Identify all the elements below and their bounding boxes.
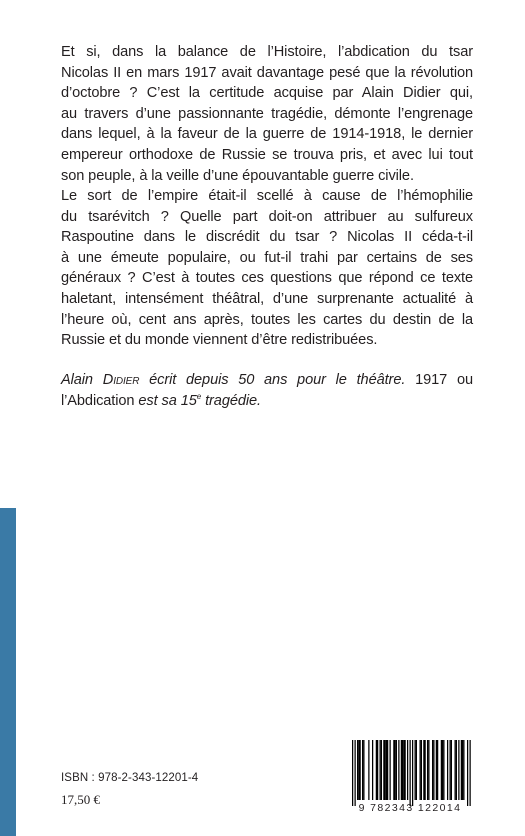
barcode-bar [421,740,422,800]
barcode-bar [451,740,452,800]
barcode-digits: 9 782343 122014 [358,802,462,814]
barcode-bar [401,740,402,800]
isbn-label: ISBN : 978-2-343-12201-4 [61,772,199,784]
barcode-bar [395,740,396,800]
author-note-line-1 [61,370,473,391]
author-note-text: est sa [138,392,177,409]
barcode-bar [437,740,438,800]
blurb-line: Raspoutine dans le discrédit du tsar ? Nicolas II céda-t-il [61,229,473,246]
barcode-bars [346,738,474,806]
barcode-bar [467,740,468,806]
cover-side-bar [0,508,16,836]
barcode-bar [433,740,434,800]
barcode-bar [405,740,406,800]
barcode [346,738,474,822]
barcode-bar [355,740,356,806]
barcode-bar [470,740,471,806]
blurb-line: à une émeute populaire, ou fut-il trahi par certains de ses [61,249,473,266]
barcode-bar [403,740,404,800]
barcode-bar [372,740,373,800]
author-note-line-2 [61,391,473,412]
barcode-bar [390,740,391,800]
blurb-line: du tsarévitch ? Quelle part doit-on attribuer au sulfureux [61,208,473,225]
barcode-bar [441,740,442,800]
barcode-bar [442,740,443,800]
barcode-bar [455,740,456,800]
barcode-bar [383,740,384,800]
blurb-line: d’octobre ? C’est la certitude acquise par Alain Didier qui, [61,85,473,102]
blurb-line: Russie et du monde viennent d’être redistribuées. [61,332,378,349]
barcode-bar [357,740,358,800]
barcode-bar [352,740,353,806]
blurb-line: dans lequel, à la faveur de la guerre de 1914-1918, le dernier [61,126,473,143]
blurb-line: empereur orthodoxe de Russie se trouva pris, et avec lui tout [61,146,473,163]
blurb-line: haletant, intensément théâtral, d’une surprenante actualité à [61,290,473,307]
blurb-paragraph-2 [61,186,473,351]
barcode-bar [368,740,369,800]
barcode-bar [456,740,457,800]
barcode-bar [386,740,387,800]
blurb-line: Nicolas II en mars 1917 avait davantage pesé que la révolution [61,64,473,81]
barcode-bar [412,740,413,806]
barcode-bar [463,740,464,800]
blurb-line: généraux ? C’est à toutes ces questions que répond ce texte [61,270,473,287]
blurb-line: l’heure où, cent ans après, toutes les cartes du destin de la [61,311,473,328]
barcode-bar [447,740,448,800]
book-title-part: l’Abdication [61,392,135,409]
author-first-name: Alain [61,372,93,388]
barcode-bar [415,740,416,800]
barcode-bar [410,740,411,806]
barcode-bar [428,740,429,800]
author-note-text: écrit depuis 50 ans pour le théâtre. [149,372,406,388]
barcode-bar [432,740,433,800]
barcode-bar [396,740,397,800]
barcode-bar [423,740,424,800]
price-label: 17,50 € [61,792,100,807]
barcode-bar [398,740,399,800]
author-note-text: tragédie. [205,392,261,409]
tragedy-number: 15 [180,392,197,409]
barcode-bar [380,740,381,800]
barcode-bar [358,740,359,800]
blurb-line: son peuple, à la veille d’une épouvantable guerre civile. [61,167,414,184]
barcode-bar [360,740,361,800]
book-title-part: 1917 ou [415,372,473,388]
barcode-bar [436,740,437,800]
barcode-bar [381,740,382,800]
ordinal-suffix: e [196,391,202,401]
barcode-bar [402,740,403,800]
barcode-bar [362,740,363,800]
author-last-name: Didier [102,372,140,388]
barcode-bar [387,740,388,800]
blurb-line: au travers d’une passionnante tragédie, démonte l’engrenage [61,105,473,122]
barcode-bar [458,740,459,800]
barcode-bar [425,740,426,800]
barcode-bar [462,740,463,800]
blurb-paragraph-1 [61,42,473,186]
barcode-bar [376,740,377,800]
barcode-bar [450,740,451,800]
barcode-bar [427,740,428,800]
barcode-bar [377,740,378,800]
blurb-line: Et si, dans la balance de l’Histoire, l’abdication du tsar [61,44,473,60]
barcode-bar [393,740,394,800]
barcode-bar [443,740,444,800]
blurb-line: Le sort de l’empire était-il scellé à cause de l’hémophilie [61,188,473,204]
barcode-bar [363,740,364,800]
barcode-bar [385,740,386,800]
barcode-bar [407,740,408,800]
barcode-bar [420,740,421,800]
barcode-bar [461,740,462,800]
barcode-bar [416,740,417,800]
author-note [61,370,473,411]
